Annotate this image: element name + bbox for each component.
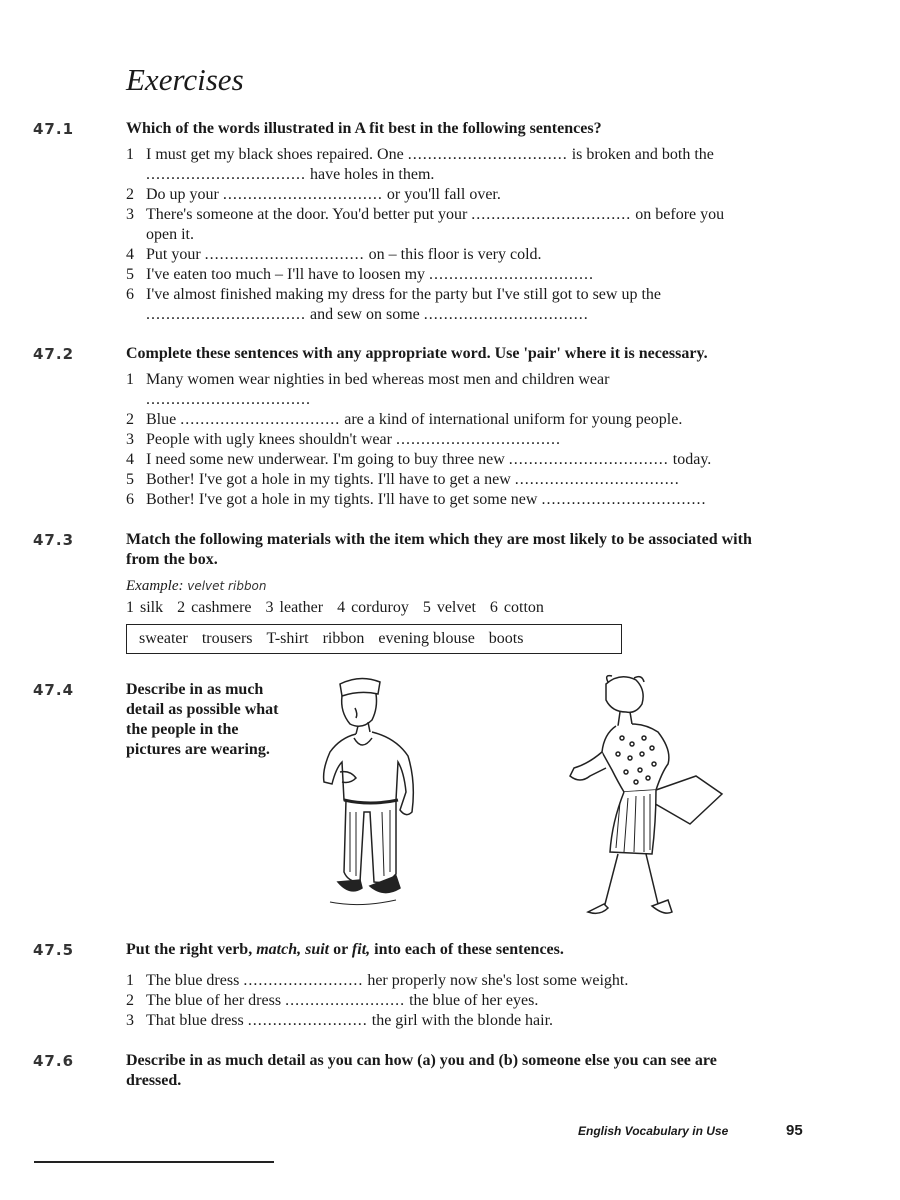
exercise-item: 1 Many women wear nighties in bed whereas most men and children wear — [126, 371, 610, 388]
man-illustration — [300, 672, 430, 922]
exercise-item: 6 Bother! I've got a hole in my tights. I'll have to get some new ................................. — [126, 491, 706, 508]
exercise-instruction: detail as possible what — [126, 701, 279, 718]
material-item: 6 cotton — [489, 599, 544, 616]
exercise-item: 2 Blue ................................ are a kind of international uniform for young people. — [126, 411, 683, 428]
answer-blank[interactable]: ................................ — [423, 306, 584, 323]
answer-blank[interactable]: ................................ — [429, 266, 590, 283]
example: Example: velvet ribbon — [126, 578, 267, 594]
exercise-item: 4 Put your ................................ on – this floor is very cold. — [126, 246, 542, 263]
exercise-item: 3 There's someone at the door. You'd better put your ................................ on before you — [126, 206, 725, 223]
exercise-number: 47.2 — [33, 345, 75, 363]
word-box-item: sweater — [139, 630, 188, 647]
answer-blank[interactable]: ................................ — [146, 391, 306, 408]
exercise-item: 2 The blue of her dress ........................ the blue of her eyes. — [126, 992, 539, 1009]
answer-blank[interactable]: ................................ — [222, 186, 383, 203]
exercise-item: 3 People with ugly knees shouldn't wear ................................. — [126, 431, 560, 448]
material-item: 3 leather — [265, 599, 324, 616]
answer-blank[interactable]: ................................ — [395, 431, 556, 448]
exercise-item: 1 The blue dress ........................ her properly now she's lost some weight. — [126, 972, 629, 989]
footer-rule — [34, 1161, 274, 1163]
material-item: 1 silk — [126, 599, 164, 616]
exercise-instruction: pictures are wearing. — [126, 741, 270, 758]
exercise-instruction-continued: dressed. — [126, 1072, 182, 1089]
word-box-item: ribbon — [322, 630, 365, 647]
answer-blank[interactable]: ................................ — [508, 451, 669, 468]
exercise-item: 5 Bother! I've got a hole in my tights. I'll have to get a new ................................. — [126, 471, 679, 488]
exercise-item-continued: ................................. — [146, 391, 310, 408]
exercise-instruction: Complete these sentences with any appropriate word. Use 'pair' where it is necessary. — [126, 345, 708, 362]
exercise-number: 47.3 — [33, 531, 75, 549]
exercise-instruction: Describe in as much — [126, 681, 264, 698]
exercise-item: 3 That blue dress ........................ the girl with the blonde hair. — [126, 1012, 554, 1029]
exercise-item: 1 I must get my black shoes repaired. One ................................ is broken and both the — [126, 146, 714, 163]
exercise-number: 47.4 — [33, 681, 75, 699]
exercise-instruction: Put the right verb, match, suit or fit, into each of these sentences. — [126, 941, 564, 958]
book-title: English Vocabulary in Use — [578, 1124, 729, 1138]
exercise-instruction-continued: from the box. — [126, 551, 218, 568]
exercise-instruction: Describe in as much detail as you can how (a) you and (b) someone else you can see are — [126, 1052, 717, 1069]
woman-illustration — [560, 672, 740, 922]
material-item: 2 cashmere — [177, 599, 252, 616]
answer-blank[interactable]: ................................ — [180, 411, 341, 428]
material-item: 5 velvet — [422, 599, 476, 616]
word-box-item: boots — [488, 630, 524, 647]
word-box-item: evening blouse — [378, 630, 475, 647]
exercise-instruction: Which of the words illustrated in A fit best in the following sentences? — [126, 120, 602, 137]
exercise-number: 47.1 — [33, 120, 75, 138]
materials-list — [126, 599, 558, 617]
example-answer: velvet ribbon — [187, 579, 267, 593]
answer-blank[interactable]: ........................ — [243, 972, 364, 989]
answer-blank[interactable]: ................................ — [204, 246, 365, 263]
page-title: Exercises — [126, 62, 244, 97]
exercise-number: 47.5 — [33, 941, 75, 959]
exercise-item-continued: ................................ have holes in them. — [146, 166, 435, 183]
exercise-instruction: Match the following materials with the item which they are most likely to be associated with — [126, 531, 752, 548]
page-number: 95 — [786, 1122, 803, 1139]
answer-blank[interactable]: ................................ — [146, 166, 306, 183]
answer-blank[interactable]: ................................ — [471, 206, 632, 223]
answer-blank[interactable]: ................................ — [146, 306, 306, 323]
exercise-item: 2 Do up your ................................ or you'll fall over. — [126, 186, 501, 203]
word-box-item: trousers — [201, 630, 253, 647]
exercise-item: 6 I've almost finished making my dress for the party but I've still got to sew up the — [126, 286, 662, 303]
material-item: 4 corduroy — [337, 599, 409, 616]
answer-blank[interactable]: ........................ — [247, 1012, 368, 1029]
exercise-item: 5 I've eaten too much – I'll have to loosen my ................................. — [126, 266, 594, 283]
answer-blank[interactable]: ........................ — [285, 992, 406, 1009]
word-box — [126, 624, 622, 654]
exercise-item-continued: open it. — [146, 226, 194, 243]
word-box-item: T-shirt — [266, 630, 309, 647]
answer-blank[interactable]: ................................ — [407, 146, 568, 163]
exercise-instruction: the people in the — [126, 721, 239, 738]
exercise-item: 4 I need some new underwear. I'm going to buy three new ................................ today. — [126, 451, 712, 468]
answer-blank[interactable]: ................................ — [514, 471, 675, 488]
exercise-item-continued: ................................ and sew on some ................................. — [146, 306, 588, 323]
exercise-number: 47.6 — [33, 1052, 75, 1070]
answer-blank[interactable]: ................................ — [541, 491, 702, 508]
